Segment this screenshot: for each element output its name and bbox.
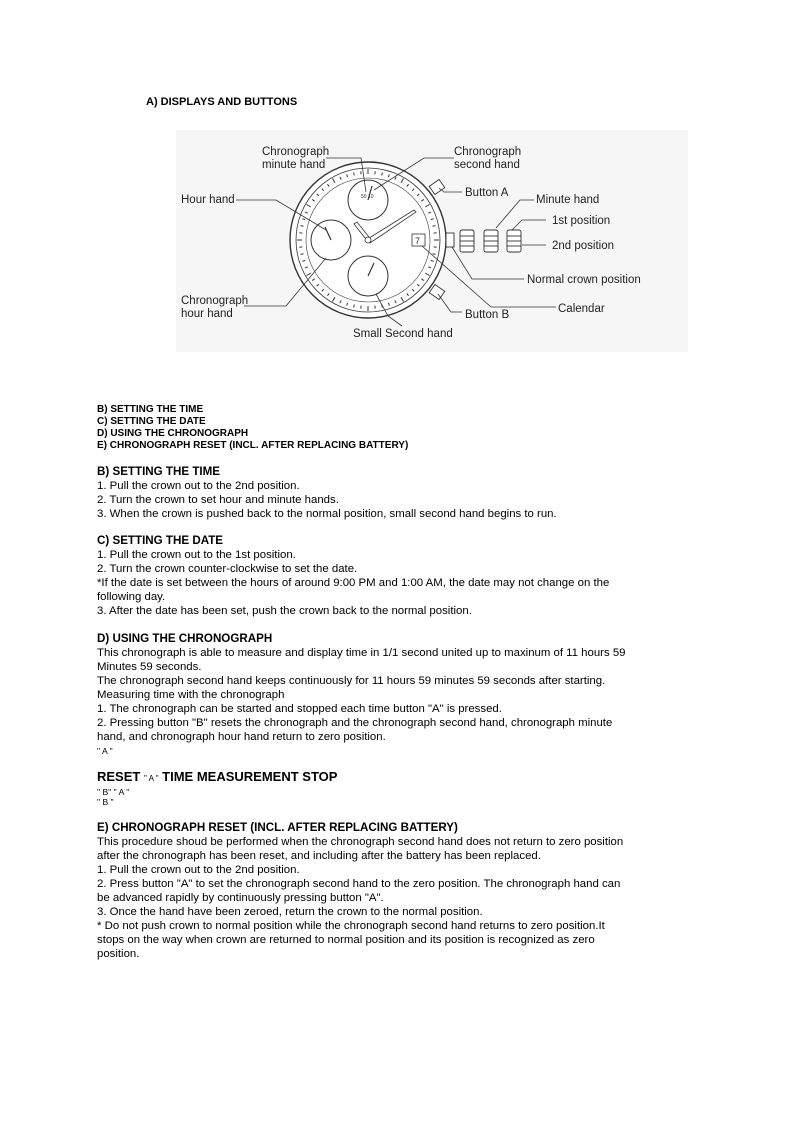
reset-a-mark: " A " — [143, 774, 159, 783]
label-second-position: 2nd position — [552, 240, 615, 252]
bezel-tick — [382, 173, 383, 176]
svg-text:50 10: 50 10 — [361, 194, 374, 200]
label-chrono-second-1: Chronograph — [454, 146, 522, 158]
section-e — [97, 821, 697, 961]
label-chrono-hour-1: Chronograph — [181, 295, 249, 307]
label-chrono-second-2: second hand — [454, 159, 520, 171]
bezel-tick — [433, 254, 436, 255]
bezel-tick — [301, 254, 304, 255]
section-e-line: stops on the way when crown are returned to normal position and its position is recognized as zero — [97, 934, 595, 946]
section-e-line: be advanced rapidly by continuously pressing button "A". — [97, 892, 384, 904]
section-b-line: 1. Pull the crown out to the 2nd position. — [97, 480, 300, 492]
section-e-line: after the chronograph has been reset, and including after the battery has been replaced. — [97, 850, 541, 862]
label-minute-hand: Minute hand — [536, 194, 600, 206]
reset-note: " B" " A " — [97, 787, 130, 797]
label-chrono-minute-2: minute hand — [262, 159, 326, 171]
section-d-note: " A " — [97, 746, 113, 756]
label-hour-hand: Hour hand — [181, 194, 235, 206]
section-c-title: C) SETTING THE DATE — [97, 534, 224, 547]
section-e-line: position. — [97, 948, 140, 960]
section-c-line: *If the date is set between the hours of around 9:00 PM and 1:00 AM, the date may not change on the — [97, 577, 610, 589]
section-a-heading: A) DISPLAYS AND BUTTONS — [146, 96, 298, 108]
label-calendar: Calendar — [558, 303, 605, 315]
section-e-line: * Do not push crown to normal position while the chronograph second hand returns to zero position.It — [97, 920, 605, 932]
subdial-top — [348, 180, 388, 220]
section-e-line: This procedure shoud be performed when the chronograph second hand does not return to zero position — [97, 836, 624, 848]
label-normal-crown: Normal crown position — [527, 274, 641, 286]
section-d-line: 1. The chronograph can be started and stopped each time button "A" is pressed. — [97, 703, 502, 715]
section-c-line: 1. Pull the crown out to the 1st position. — [97, 549, 296, 561]
toc-item: E) CHRONOGRAPH RESET (INCL. AFTER REPLACING BATTERY) — [97, 440, 409, 451]
label-button-b: Button B — [465, 309, 510, 321]
section-b-line: 2. Turn the crown to set hour and minute hands. — [97, 494, 339, 506]
section-d — [97, 632, 697, 758]
section-e-title: E) CHRONOGRAPH RESET (INCL. AFTER REPLACING BATTERY) — [97, 821, 458, 834]
date-window-value: 7 — [415, 236, 421, 246]
section-d-title: D) USING THE CHRONOGRAPH — [97, 632, 273, 645]
bezel-tick — [301, 226, 304, 227]
bezel-tick — [354, 305, 355, 308]
bezel-tick — [354, 173, 355, 176]
crown-positions — [460, 230, 521, 252]
section-b — [97, 465, 697, 521]
toc-item: D) USING THE CHRONOGRAPH — [97, 428, 249, 439]
label-chrono-minute-1: Chronograph — [262, 146, 330, 158]
section-d-line: Measuring time with the chronograph — [97, 689, 285, 701]
reset-note: " B " — [97, 797, 114, 807]
section-b-line: 3. When the crown is pushed back to the normal position, small second hand begins to run. — [97, 508, 557, 520]
section-d-line: This chronograph is able to measure and display time in 1/1 second united up to maxinum of 11 hours 59 — [97, 647, 626, 659]
section-c-line: following day. — [97, 591, 166, 603]
section-c-line: 3. After the date has been set, push the crown back to the normal position. — [97, 605, 472, 617]
date-window — [412, 234, 425, 246]
table-of-contents — [97, 404, 408, 452]
subdial-left — [311, 220, 351, 260]
reset-notes — [97, 787, 697, 807]
section-d-line: 2. Pressing button "B" resets the chronograph and the chronograph second hand, chronograph minute — [97, 717, 613, 729]
reset-label: RESET — [97, 769, 141, 784]
watch-diagram — [176, 130, 688, 352]
section-e-line: 1. Pull the crown out to the 2nd position. — [97, 864, 300, 876]
reset-line — [97, 769, 337, 784]
subdial-bottom — [348, 256, 388, 296]
toc-item: B) SETTING THE TIME — [97, 404, 204, 415]
section-b-title: B) SETTING THE TIME — [97, 465, 221, 478]
bezel-tick — [433, 226, 436, 227]
section-d-line: hand, and chronograph hour hand return to zero position. — [97, 731, 386, 743]
section-e-line: 2. Press button "A" to set the chronograph second hand to the zero position. The chronograph hand can — [97, 878, 621, 890]
reset-stop-label: TIME MEASUREMENT STOP — [162, 769, 338, 784]
section-d-line: Minutes 59 seconds. — [97, 661, 202, 673]
toc-item: C) SETTING THE DATE — [97, 416, 206, 427]
section-e-line: 3. Once the hand have been zeroed, return the crown to the normal position. — [97, 906, 483, 918]
label-chrono-hour-2: hour hand — [181, 308, 233, 320]
section-c-line: 2. Turn the crown counter-clockwise to set the date. — [97, 563, 358, 575]
section-d-line: The chronograph second hand keeps continuously for 11 hours 59 minutes 59 seconds after starting. — [97, 675, 606, 687]
label-button-a: Button A — [465, 187, 509, 199]
label-first-position: 1st position — [552, 215, 611, 227]
label-small-second: Small Second hand — [353, 328, 453, 340]
section-c — [97, 534, 697, 618]
watch-diagram-svg — [176, 130, 688, 352]
